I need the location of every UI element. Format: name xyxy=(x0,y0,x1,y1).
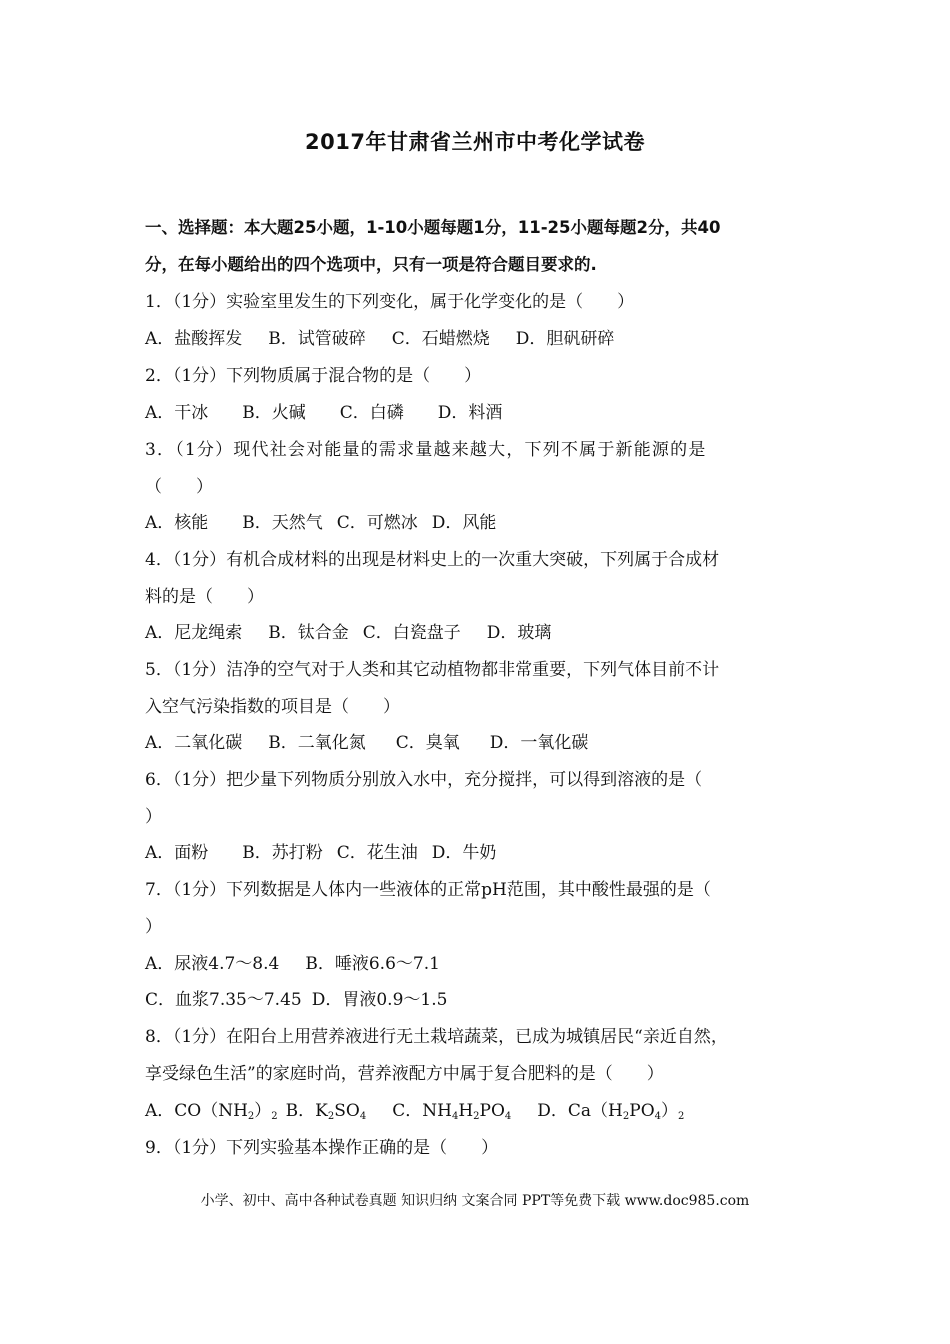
option-c: C．$NH_4H_2PO_4$ xyxy=(392,1101,512,1122)
option-d: D．$Ca(H_2PO_4)_2$ xyxy=(537,1101,685,1122)
option-a: A．干冰 xyxy=(145,403,209,423)
option-a: A．尼龙绳索 xyxy=(145,623,243,643)
question-4-options xyxy=(145,621,825,645)
question-5-options xyxy=(145,731,825,755)
question-6-stem-line-1: 6．（1分）把少量下列物质分别放入水中，充分搅拌，可以得到溶液的是（ xyxy=(145,770,703,790)
question-1-stem: 1．（1分）实验室里发生的下列变化，属于化学变化的是（ ） xyxy=(145,292,635,312)
option-a: A．$CO(NH_2)_2$ xyxy=(145,1101,278,1122)
option-d: D．料酒 xyxy=(437,403,503,423)
option-d: D．牛奶 xyxy=(431,843,497,863)
option-b: B．天然气 xyxy=(242,513,323,533)
section-heading-line-1: 一、选择题：本大题25小题，1-10小题每题1分，11-25小题每题2分，共40 xyxy=(145,218,721,237)
option-c: C．血浆7.35～7.45 xyxy=(145,990,302,1010)
option-b: B．试管破碎 xyxy=(268,329,366,349)
question-8-options xyxy=(145,1099,825,1129)
question-4-stem-line-2: 料的是（ ） xyxy=(145,587,264,607)
option-a: A．盐酸挥发 xyxy=(145,329,243,349)
option-d: D．风能 xyxy=(431,513,497,533)
option-c: C．可燃冰 xyxy=(336,513,418,533)
question-8-stem-line-2: 享受绿色生活”的家庭时尚，营养液配方中属于复合肥料的是（ ） xyxy=(145,1064,664,1084)
option-d: D．玻璃 xyxy=(486,623,552,643)
option-b: B．$K_2SO_4$ xyxy=(285,1101,367,1122)
option-b: B．钛合金 xyxy=(268,623,349,643)
question-4-stem-line-1: 4．（1分）有机合成材料的出现是材料史上的一次重大突破，下列属于合成材 xyxy=(145,550,720,570)
question-6-options xyxy=(145,841,825,865)
question-8-stem-line-1: 8．（1分）在阳台上用营养液进行无土栽培蔬菜，已成为城镇居民“亲近自然， xyxy=(145,1027,728,1047)
question-1-options xyxy=(145,327,825,351)
question-7-options-row-2 xyxy=(145,988,825,1012)
option-c: C．石蜡燃烧 xyxy=(391,329,490,349)
option-c: C．花生油 xyxy=(336,843,418,863)
option-c: C．臭氧 xyxy=(395,733,460,753)
option-a: A．二氧化碳 xyxy=(145,733,243,753)
page-title: 2017年甘肃省兰州市中考化学试卷 xyxy=(305,130,645,154)
option-d: D．一氧化碳 xyxy=(489,733,589,753)
option-a: A．核能 xyxy=(145,513,209,533)
question-3-stem-line-1: 3．（1分）现代社会对能量的需求量越来越大，下列不属于新能源的是 xyxy=(145,440,707,460)
option-c: C．白瓷盘子 xyxy=(362,623,461,643)
option-b: B．苏打粉 xyxy=(242,843,323,863)
question-5-stem-line-1: 5．（1分）洁净的空气对于人类和其它动植物都非常重要，下列气体目前不计 xyxy=(145,660,720,680)
question-7-stem-line-1: 7．（1分）下列数据是人体内一些液体的正常pH范围，其中酸性最强的是（ xyxy=(145,880,711,900)
option-b: B．唾液6.6～7.1 xyxy=(305,954,440,974)
option-b: B．二氧化氮 xyxy=(268,733,366,753)
question-2-options xyxy=(145,401,825,425)
question-9-stem: 9．（1分）下列实验基本操作正确的是（ ） xyxy=(145,1138,499,1158)
option-a: A．尿液4.7～8.4 xyxy=(145,954,280,974)
question-6-stem-line-2: ） xyxy=(145,807,162,827)
option-d: D．胃液0.9～1.5 xyxy=(311,990,448,1010)
option-a: A．面粉 xyxy=(145,843,209,863)
question-3-options xyxy=(145,511,825,535)
question-2-stem: 2．（1分）下列物质属于混合物的是（ ） xyxy=(145,366,482,386)
question-5-stem-line-2: 入空气污染指数的项目是（ ） xyxy=(145,697,400,717)
option-b: B．火碱 xyxy=(242,403,306,423)
section-heading-line-2: 分，在每小题给出的四个选项中，只有一项是符合题目要求的. xyxy=(145,255,597,274)
page-footer: 小学、初中、高中各种试卷真题 知识归纳 文案合同 PPT等免费下载 www.doc985.com xyxy=(200,1193,750,1209)
question-7-stem-line-2: ） xyxy=(145,917,162,937)
question-3-stem-line-2: （ ） xyxy=(145,477,213,497)
option-d: D．胆矾研碎 xyxy=(515,329,615,349)
option-c: C．白磷 xyxy=(339,403,404,423)
question-7-options-row-1 xyxy=(145,952,825,976)
